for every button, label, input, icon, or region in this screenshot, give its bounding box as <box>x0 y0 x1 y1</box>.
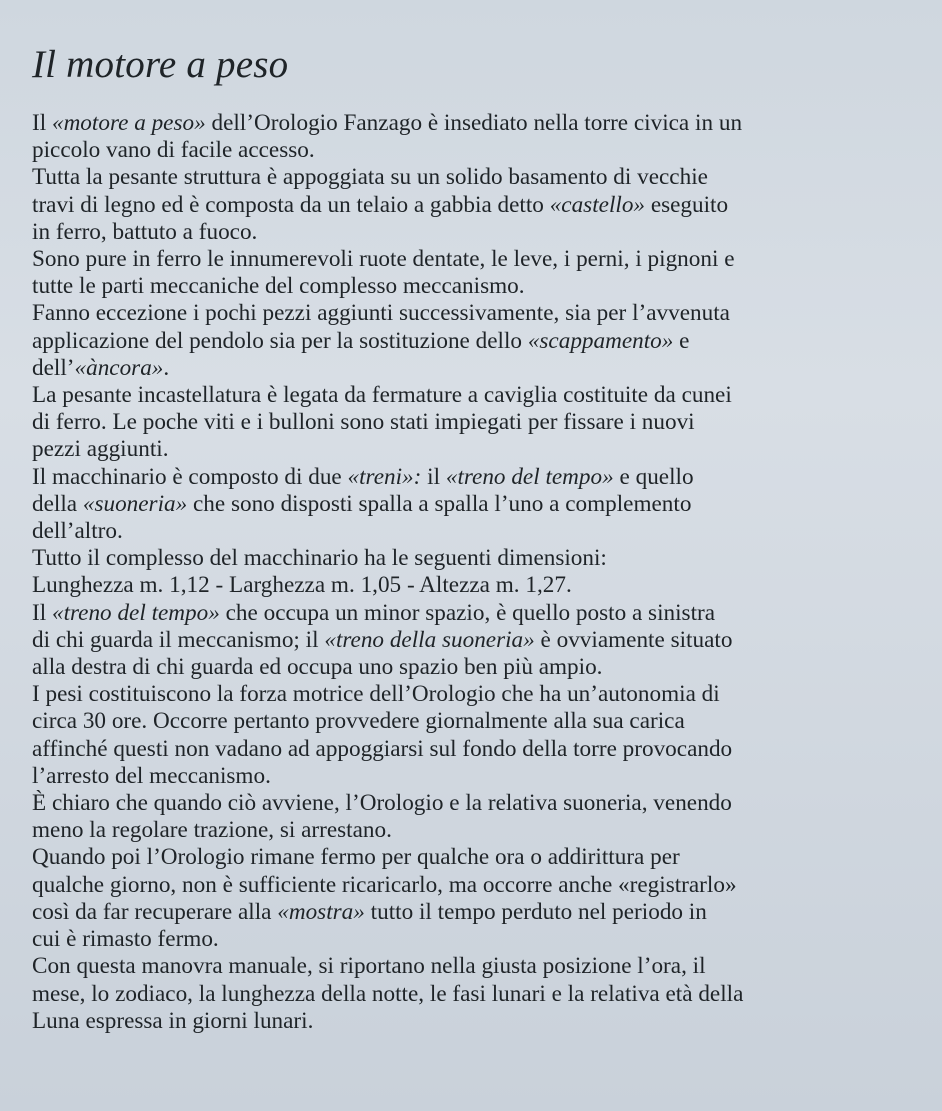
text-span: mese, lo zodiaco, la lunghezza della notte, le fasi lunari e la relativa età della <box>32 980 744 1007</box>
text-span: dell’Orologio Fanzago è insediato nella torre civica in un <box>205 110 743 136</box>
text-span: Il <box>32 110 52 136</box>
text-line <box>32 382 900 409</box>
text-line <box>32 681 900 708</box>
italic-term: «scappamento» <box>527 327 674 354</box>
italic-term: «treno del tempo» <box>445 463 614 490</box>
text-span: che sono disposti spalla a spalla l’uno a complemento <box>187 490 692 517</box>
text-span: applicazione del pendolo sia per la sostituzione dello <box>32 327 528 354</box>
text-span: di ferro. Le poche viti e i bulloni sono stati impiegati per fissare i nuovi <box>32 409 695 436</box>
text-line <box>32 926 900 953</box>
text-span: Quando poi l’Orologio rimane fermo per qualche ora o addirittura per <box>32 844 680 871</box>
text-span: Tutta la pesante struttura è appoggiata su un solido basamento di vecchie <box>32 164 708 191</box>
text-span: cui è rimasto fermo. <box>32 926 219 953</box>
italic-term: «suoneria» <box>82 490 188 517</box>
text-span: Fanno eccezione i pochi pezzi aggiunti successivamente, sia per l’avvenuta <box>32 300 730 327</box>
text-line <box>32 763 900 790</box>
italic-term: «mostra» <box>277 898 365 925</box>
text-line <box>32 518 900 545</box>
text-line <box>32 600 900 627</box>
text-span: affinché questi non vadano ad appoggiarsi sul fondo della torre provocando <box>32 735 733 762</box>
text-line <box>32 899 900 926</box>
text-span: travi di legno ed è composta da un telaio a gabbia detto <box>32 191 550 218</box>
text-line <box>32 436 900 463</box>
text-span: Luna espressa in giorni lunari. <box>32 1007 314 1034</box>
text-line <box>32 708 900 735</box>
text-line <box>32 246 900 273</box>
italic-term: «motore a peso» <box>51 110 206 136</box>
italic-term: «castello» <box>549 191 646 218</box>
text-span: così da far recuperare alla <box>32 898 278 925</box>
text-span: dell’ <box>32 354 75 381</box>
text-span: alla destra di chi guarda ed occupa uno spazio ben più ampio. <box>32 654 603 681</box>
text-line <box>32 355 900 382</box>
text-line <box>32 736 900 763</box>
text-span: e <box>673 327 690 354</box>
italic-term: «treno del tempo» <box>51 599 220 626</box>
text-span: Sono pure in ferro le innumerevoli ruote dentate, le leve, i perni, i pignoni e <box>32 246 735 273</box>
text-line <box>32 219 900 246</box>
text-line <box>32 844 900 871</box>
text-line <box>32 790 900 817</box>
text-line <box>32 817 900 844</box>
text-line <box>32 654 900 681</box>
text-span: È chiaro che quando ciò avviene, l’Orologio e la relativa suoneria, venendo <box>32 790 732 817</box>
text-span: qualche giorno, non è sufficiente ricaricarlo, ma occorre anche «registrarlo» <box>32 871 737 898</box>
text-span: La pesante incastellatura è legata da fermature a caviglia costituite da cunei <box>32 382 732 409</box>
text-line <box>32 164 900 191</box>
text-line <box>32 491 900 518</box>
text-span: che occupa un minor spazio, è quello posto a sinistra <box>219 599 716 626</box>
text-line <box>32 137 900 164</box>
text-line <box>32 192 900 219</box>
page-title: Il motore a peso <box>32 43 289 86</box>
text-span: della <box>32 490 83 517</box>
text-span: in ferro, battuto a fuoco. <box>32 218 258 245</box>
text-span: l’arresto del meccanismo. <box>32 762 271 789</box>
body-text <box>32 110 900 1035</box>
text-line <box>32 627 900 654</box>
text-span: Lunghezza m. 1,12 - Larghezza m. 1,05 - Altezza m. 1,27. <box>32 572 572 599</box>
text-line <box>32 872 900 899</box>
text-line <box>32 464 900 491</box>
text-line <box>32 273 900 300</box>
text-span: di chi guarda il meccanismo; il <box>32 626 325 653</box>
text-span: è ovviamente situato <box>534 626 733 653</box>
text-line <box>32 953 900 980</box>
italic-term: «àncora» <box>74 354 164 381</box>
text-span: . <box>163 354 170 381</box>
text-line <box>32 981 900 1008</box>
text-line <box>32 409 900 436</box>
italic-term: «treno della suoneria» <box>324 626 535 653</box>
text-span: eseguito <box>645 191 729 218</box>
text-span: e quello <box>613 463 694 490</box>
text-span: Con questa manovra manuale, si riportano nella giusta posizione l’ora, il <box>32 953 706 980</box>
text-span: Il macchinario è composto di due <box>32 463 348 490</box>
text-span: tutto il tempo perduto nel periodo in <box>364 898 707 925</box>
text-span: I pesi costituiscono la forza motrice dell’Orologio che ha un’autonomia di <box>32 681 720 708</box>
text-line <box>32 1008 900 1035</box>
text-line <box>32 572 900 599</box>
text-line <box>32 328 900 355</box>
text-span: piccolo vano di facile accesso. <box>32 137 315 164</box>
text-span: meno la regolare trazione, si arrestano. <box>32 817 392 844</box>
text-span: il <box>421 463 446 490</box>
text-span: circa 30 ore. Occorre pertanto provvedere giornalmente alla sua carica <box>32 708 685 735</box>
text-span: Tutto il complesso del macchinario ha le seguenti dimensioni: <box>32 545 607 572</box>
text-span: Il <box>32 599 52 626</box>
text-span: dell’altro. <box>32 518 123 545</box>
text-line <box>32 545 900 572</box>
text-span: tutte le parti meccaniche del complesso meccanismo. <box>32 273 525 300</box>
italic-term: «treni»: <box>347 463 422 490</box>
text-line <box>32 300 900 327</box>
text-line <box>32 110 900 137</box>
text-span: pezzi aggiunti. <box>32 436 169 463</box>
